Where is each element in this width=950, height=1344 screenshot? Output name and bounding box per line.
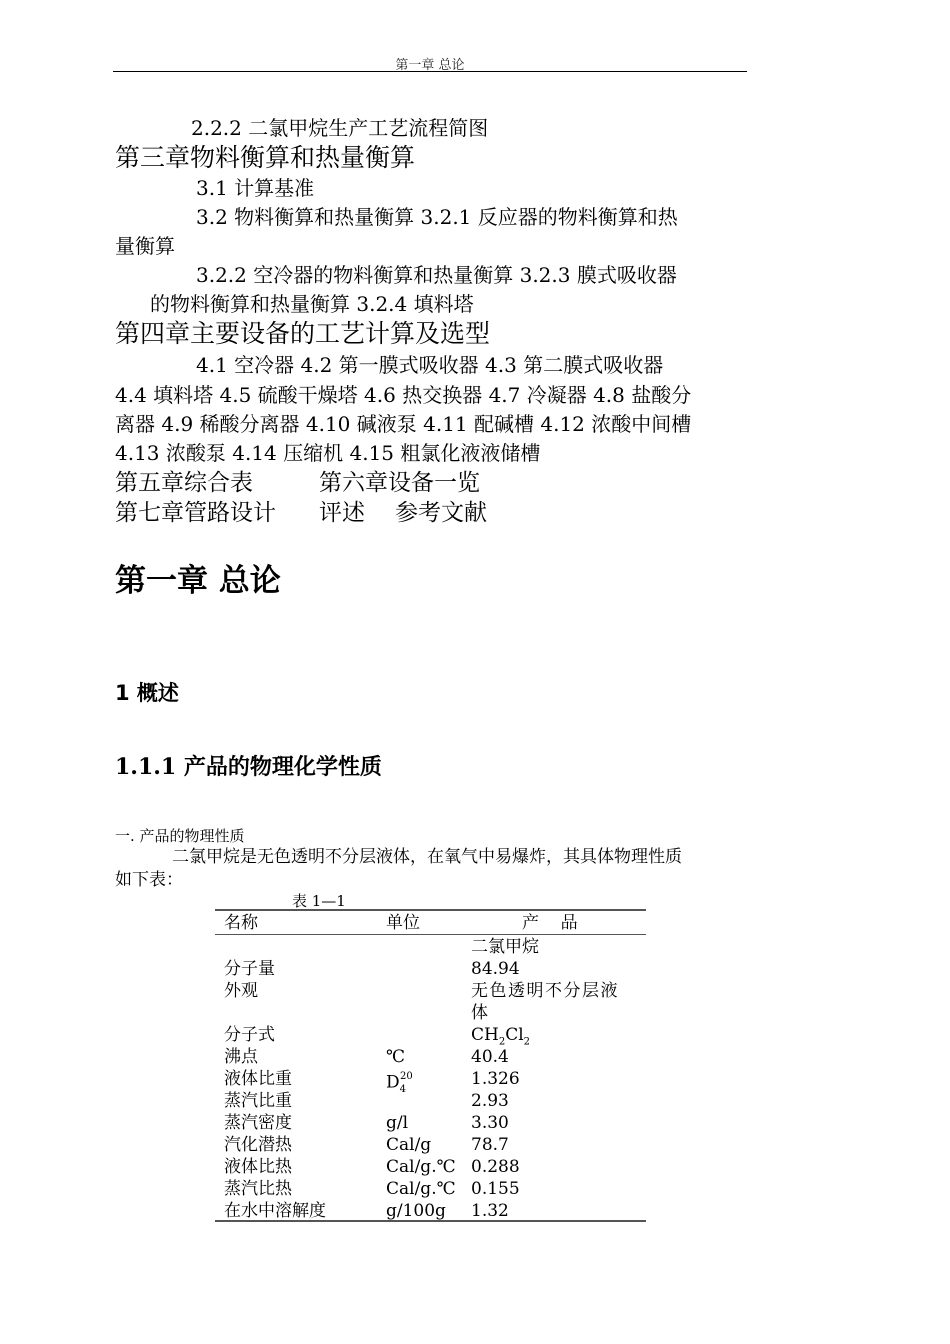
toc-chapter: 第三章物料衡算和热量衡算 bbox=[115, 143, 416, 172]
header-rule bbox=[113, 71, 747, 72]
table-cell-name: 在水中溶解度 bbox=[224, 1201, 326, 1221]
table-cell-unit: Cal/g.℃ bbox=[386, 1179, 456, 1199]
body-paragraph: 二氯甲烷是无色透明不分层液体，在氧气中易爆炸，其具体物理性质 bbox=[172, 847, 682, 867]
table-product-name: 二氯甲烷 bbox=[471, 937, 539, 957]
table-cell-name: 液体比重 bbox=[224, 1069, 292, 1089]
table-cell-value: 78.7 bbox=[471, 1135, 509, 1155]
table-caption: 表 1—1 bbox=[292, 892, 346, 910]
table-cell-name: 分子量 bbox=[224, 959, 275, 979]
formula-part: CH bbox=[471, 1025, 499, 1045]
toc-line: 3.1 计算基准 bbox=[196, 176, 315, 200]
table-cell-value: 1.326 bbox=[471, 1069, 520, 1089]
section-heading: 1 概述 bbox=[115, 681, 179, 705]
table-cell-name: 外观 bbox=[224, 981, 258, 1001]
toc-line: 3.2.2 空冷器的物料衡算和热量衡算 3.2.3 膜式吸收器 bbox=[196, 263, 677, 287]
table-cell-unit: Cal/g.℃ bbox=[386, 1157, 456, 1177]
table-cell-name: 沸点 bbox=[224, 1047, 258, 1067]
table-header-product: 产 品 bbox=[522, 913, 578, 933]
table-cell-name: 蒸汽比热 bbox=[224, 1179, 292, 1199]
table-cell-unit bbox=[386, 1068, 419, 1101]
table-cell-name: 蒸汽密度 bbox=[224, 1113, 292, 1133]
table-cell-value: 84.94 bbox=[471, 959, 520, 979]
table-header-unit: 单位 bbox=[386, 913, 420, 933]
body-paragraph: 如下表： bbox=[115, 870, 183, 890]
toc-line: 的物料衡算和热量衡算 3.2.4 填料塔 bbox=[150, 292, 474, 316]
toc-chapter: 第七章管路设计 bbox=[115, 500, 276, 526]
toc-chapter: 第六章设备一览 bbox=[319, 470, 480, 496]
table-cell-unit: g/l bbox=[386, 1113, 409, 1133]
formula-part: Cl bbox=[505, 1025, 524, 1045]
running-header: 第一章 总论 bbox=[395, 58, 465, 73]
chapter-title: 第一章 总论 bbox=[115, 563, 281, 599]
formula-subscript: 2 bbox=[523, 1036, 531, 1048]
table-cell-value: 体 bbox=[471, 1003, 488, 1023]
table-cell-unit: ℃ bbox=[386, 1047, 406, 1067]
table-cell-value: 无色透明不分层液 bbox=[471, 981, 619, 1001]
toc-line: 4.4 填料塔 4.5 硫酸干燥塔 4.6 热交换器 4.7 冷凝器 4.8 盐酸分 bbox=[115, 383, 692, 407]
table-cell-value: 40.4 bbox=[471, 1047, 509, 1067]
table-cell-value: 0.155 bbox=[471, 1179, 520, 1199]
table-top-rule bbox=[215, 909, 646, 911]
toc-chapter: 评述 bbox=[319, 500, 365, 526]
table-cell-unit: Cal/g bbox=[386, 1135, 432, 1155]
toc-line: 量衡算 bbox=[115, 234, 175, 258]
table-cell-value: 1.32 bbox=[471, 1201, 509, 1221]
unit-superscript: 20 bbox=[400, 1071, 413, 1082]
toc-line: 2.2.2 二氯甲烷生产工艺流程简图 bbox=[191, 116, 489, 140]
toc-chapter: 第四章主要设备的工艺计算及选型 bbox=[115, 319, 491, 348]
unit-subscript: 4 bbox=[399, 1084, 407, 1096]
toc-line: 离器 4.9 稀酸分离器 4.10 碱液泵 4.11 配碱槽 4.12 浓酸中间槽 bbox=[115, 412, 692, 436]
toc-chapter: 参考文献 bbox=[395, 500, 487, 526]
table-header-name: 名称 bbox=[224, 913, 258, 933]
table-cell-value: 3.30 bbox=[471, 1113, 509, 1133]
table-bottom-rule bbox=[215, 1220, 646, 1222]
formula-subscript: 2 bbox=[498, 1036, 506, 1048]
sub-subsection-heading: 一. 产品的物理性质 bbox=[115, 827, 245, 845]
table-cell-unit: g/100g bbox=[386, 1201, 446, 1221]
table-cell-value: 0.288 bbox=[471, 1157, 520, 1177]
table-cell-value: 2.93 bbox=[471, 1091, 509, 1111]
toc-line: 4.1 空冷器 4.2 第一膜式吸收器 4.3 第二膜式吸收器 bbox=[196, 353, 664, 377]
table-cell-name: 汽化潜热 bbox=[224, 1135, 292, 1155]
subsection-heading: 1.1.1 产品的物理化学性质 bbox=[115, 754, 382, 780]
unit-part: D bbox=[386, 1072, 400, 1093]
table-cell-name: 液体比热 bbox=[224, 1157, 292, 1177]
table-cell-name: 分子式 bbox=[224, 1025, 275, 1045]
toc-line: 4.13 浓酸泵 4.14 压缩机 4.15 粗氯化液液储槽 bbox=[115, 441, 541, 465]
toc-chapter: 第五章综合表 bbox=[115, 470, 253, 496]
table-cell-name: 蒸汽比重 bbox=[224, 1091, 292, 1111]
table-header-rule bbox=[215, 934, 646, 935]
toc-line: 3.2 物料衡算和热量衡算 3.2.1 反应器的物料衡算和热 bbox=[196, 205, 678, 229]
